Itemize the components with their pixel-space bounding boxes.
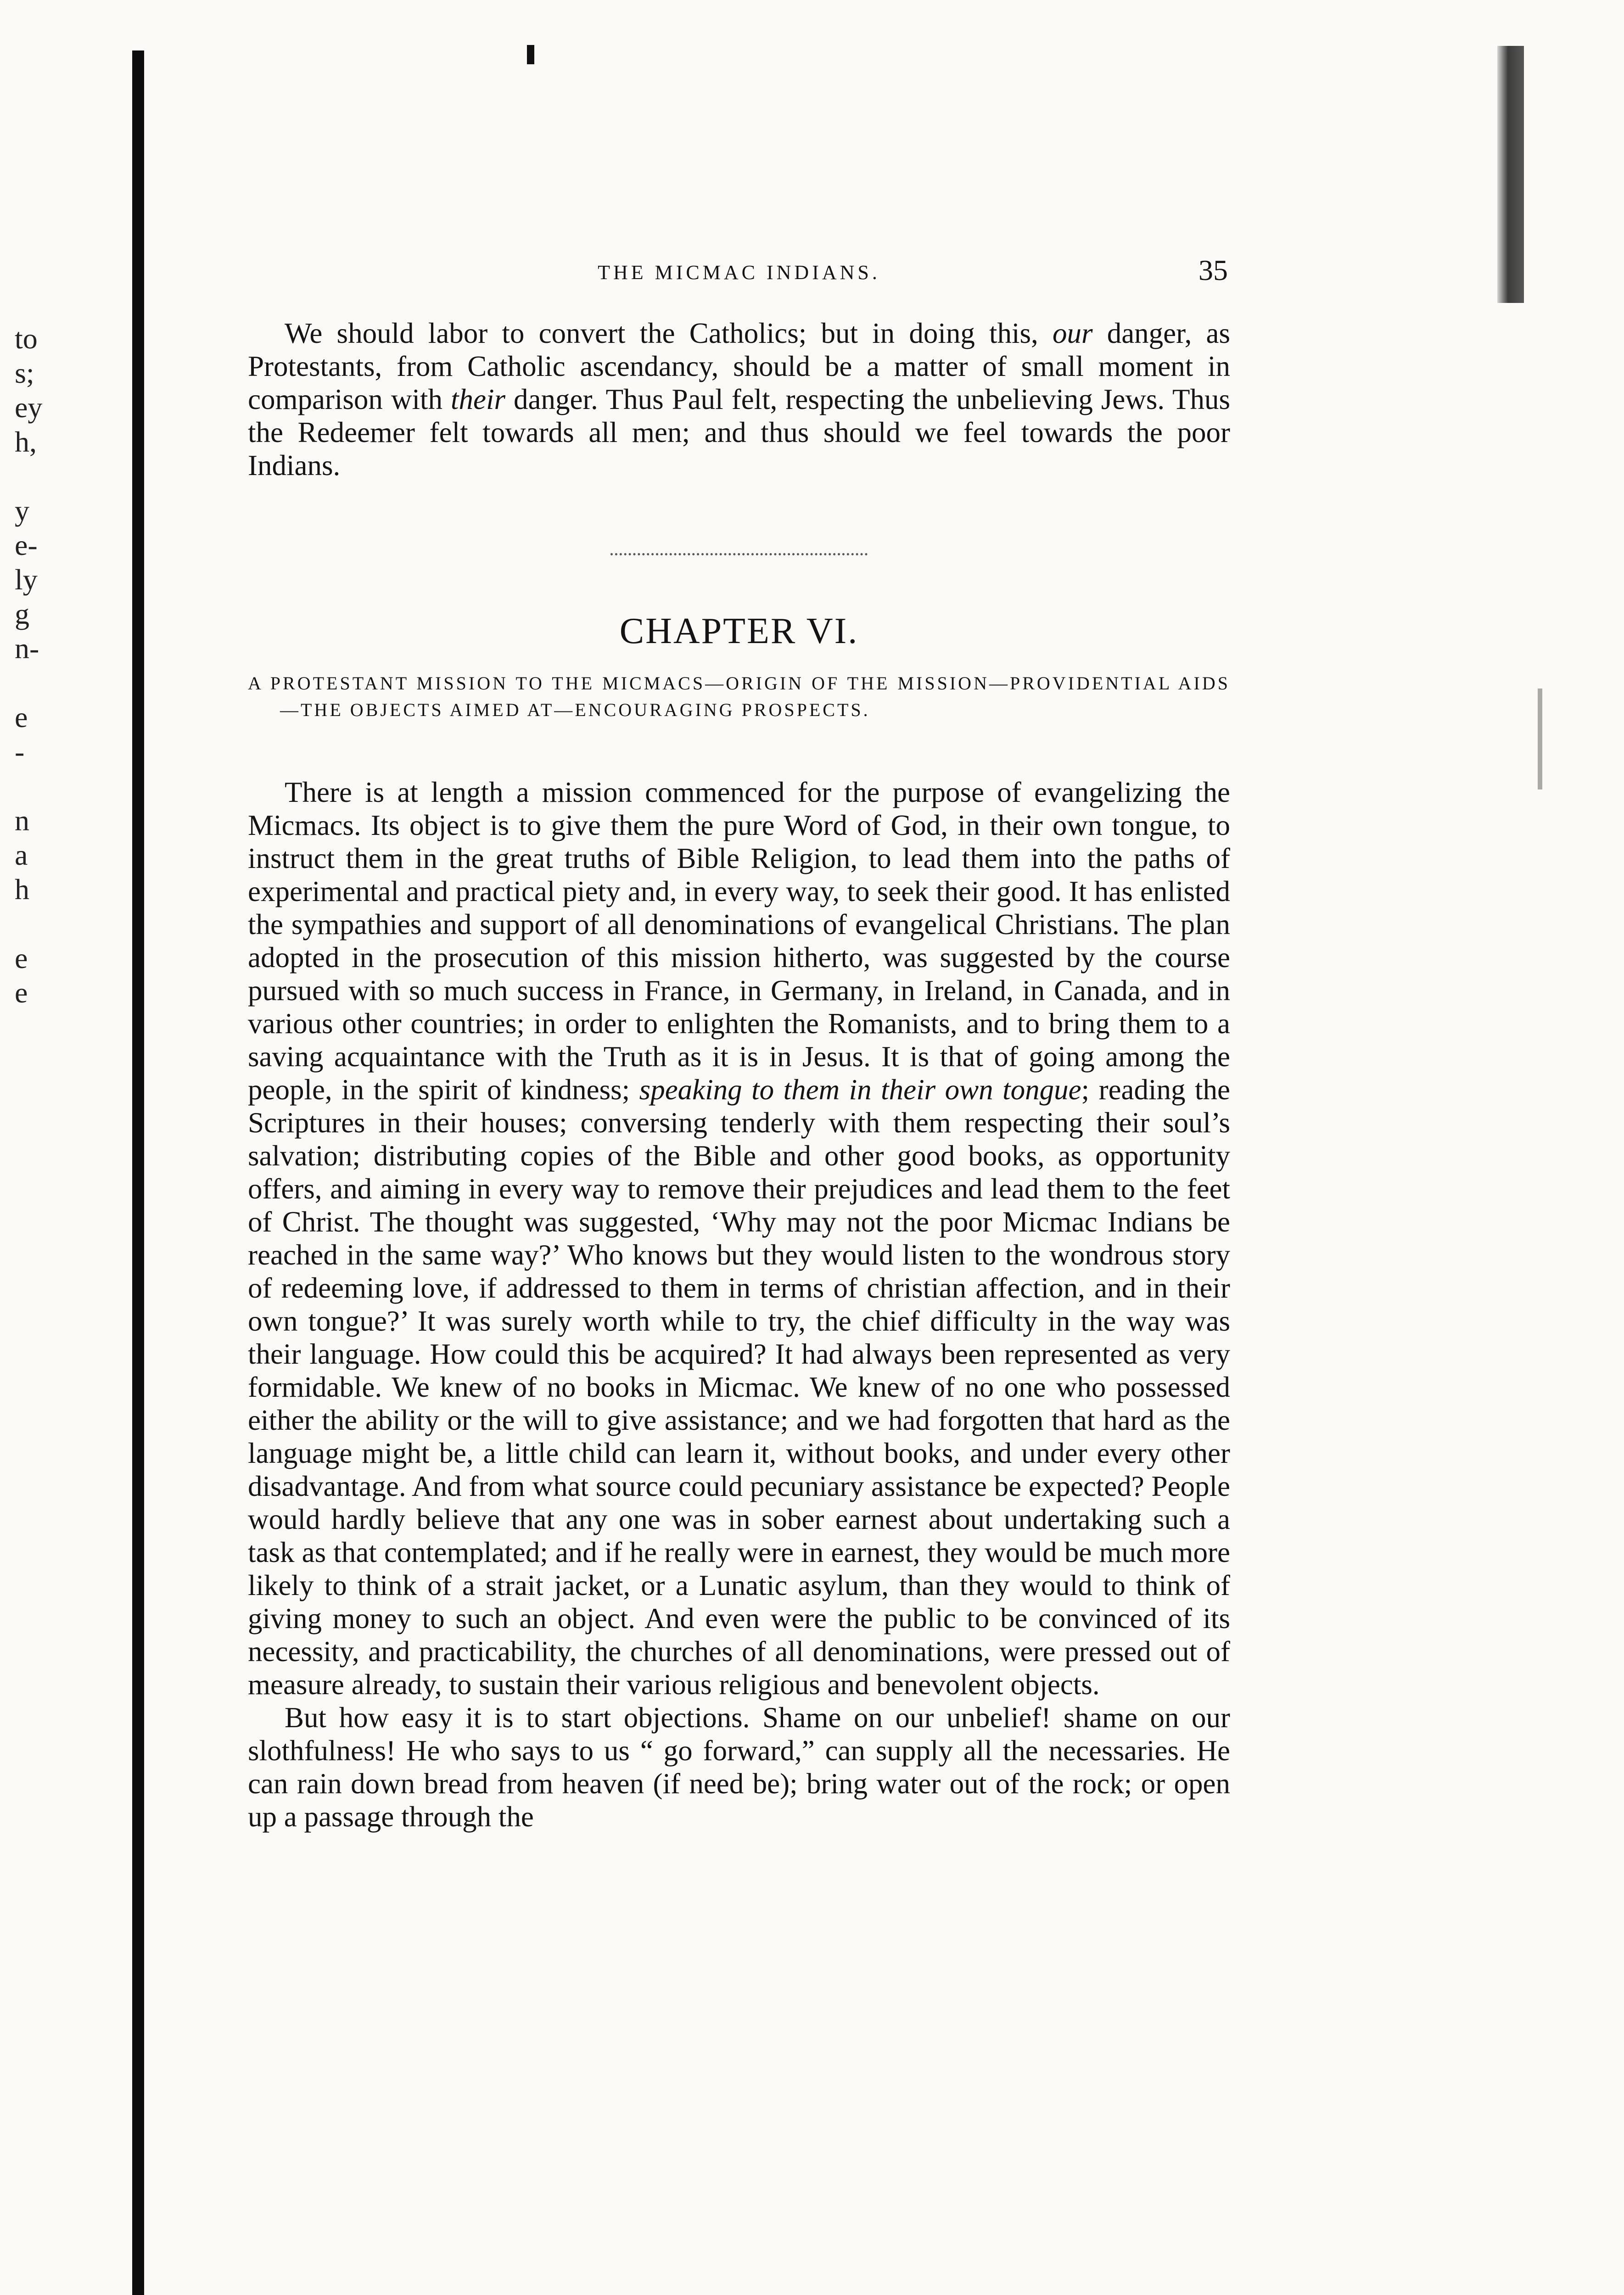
paragraph: But how easy it is to start objections. Shame on our unbelief! shame on our slothfulness! He who says to us “ go forward,” can supply all the necessaries. He can rain down bread from heaven (if need be); bring water out of the rock; or open up a passage through the (248, 1702, 1230, 1833)
text-run: We should labor to convert the Catholics; but in doing this, (285, 317, 1053, 349)
fragment-line (15, 907, 70, 941)
fragment-line (15, 666, 70, 700)
fragment-line: to (15, 322, 38, 355)
closing-paragraph-previous-chapter (248, 317, 1230, 482)
fragment-line: e (15, 942, 28, 974)
emphasis-text: our (1052, 317, 1093, 349)
fragment-line: n- (15, 632, 39, 665)
fragment-line: ey (15, 391, 43, 424)
fragment-line (15, 769, 70, 803)
running-head: THE MICMAC INDIANS. (598, 261, 880, 284)
section-divider (610, 553, 868, 555)
text-run: danger. Thus Paul felt, respecting the unbelieving Jews. Thus the Redeemer felt towards all men; and thus should we feel towards the poor Indians. (248, 383, 1230, 481)
paragraph (248, 776, 1230, 1701)
facing-page-fragments (15, 321, 70, 1010)
fragment-line: - (15, 735, 25, 768)
fragment-line: h, (15, 425, 37, 458)
page-edge-shadow (1497, 46, 1524, 303)
fragment-line: y (15, 494, 29, 527)
fragment-line: g (15, 598, 29, 630)
fragment-line: e (15, 701, 28, 733)
chapter-body (248, 776, 1230, 1833)
chapter-title: CHAPTER VI. (619, 611, 859, 651)
page-edge-mark (1538, 688, 1542, 789)
paragraph (248, 317, 1230, 482)
fragment-line: ly (15, 563, 38, 596)
text-run: ; reading the Scriptures in their houses; conversing tenderly with them respecting their soul’s salvation; distributing copies of the Bible and other good books, as opportunity offers, and aiming in every way to remove their prejudices and lead them to the feet of Christ. The thought was suggested, ‘Why may not the poor Micmac Indians be reached in the same way?’ Who knows but they would listen to the wondrous story of redeeming love, if addressed to them in terms of christian affection, and in their own tongue?’ It was surely worth while to try, the chief difficulty in the way was their language. How could this be acquired? It had always been represented as very formidable. We knew of no books in Micmac. We knew of no one who possessed either the ability or the will to give assistance; and we had forgotten that hard as the language might be, a little child can learn it, without books, and under every other disadvantage. And from what source could pecuniary assistance be expected? People would hardly believe that any one was in sober earnest about undertaking such a task as that contemplated; and if he really were in earnest, they would be much more likely to think of a strait jacket, or a Lunatic asylum, than they would to think of giving money to such an object. And even were the public to be convinced of its necessity, and practicability, the churches of all denominations, were pressed out of measure already, to sustain their various religious and benevolent objects. (248, 1074, 1230, 1701)
page-number: 35 (1198, 254, 1228, 286)
binding-gutter-bar (132, 50, 144, 2295)
fragment-line: s; (15, 357, 34, 389)
fragment-line: a (15, 839, 28, 871)
emphasis-text: their (451, 383, 506, 415)
fragment-line: e (15, 976, 28, 1009)
text-run: There is at length a mission commenced for the purpose of evangelizing the Micmacs. Its object is to give them the pure Word of God, in their own tongue, to instruct them in the great truths of Bible Religion, to lead them into the paths of experimental and practical piety and, in every way, to seek their good. It has enlisted the sympathies and support of all denominations of evangelical Christians. The plan adopted in the prosecution of this mission hitherto, was suggested by the course pursued with so much success in France, in Germany, in Ireland, in Canada, and in various other countries; in order to enlighten the Romanists, and to bring them to a saving acquaintance with the Truth as it is in Jesus. It is that of going among the people, in the spirit of kindness; (248, 776, 1230, 1106)
text-run: danger, as Protestants, from Catholic ascendancy, should be a matter of small moment in comparison with (248, 317, 1230, 415)
fragment-line (15, 459, 70, 493)
emphasis-text: speaking to them in their own tongue (639, 1074, 1081, 1106)
fragment-line: n (15, 804, 29, 837)
fragment-line: h (15, 873, 29, 906)
fragment-line: e- (15, 529, 38, 561)
chapter-summary: A PROTESTANT MISSION TO THE MICMACS—ORIGIN OF THE MISSION—PROVIDENTIAL AIDS—THE OBJECTS AIMED AT—ENCOURAGING PROSPECTS. (248, 673, 1230, 720)
scan-speck (527, 45, 534, 64)
